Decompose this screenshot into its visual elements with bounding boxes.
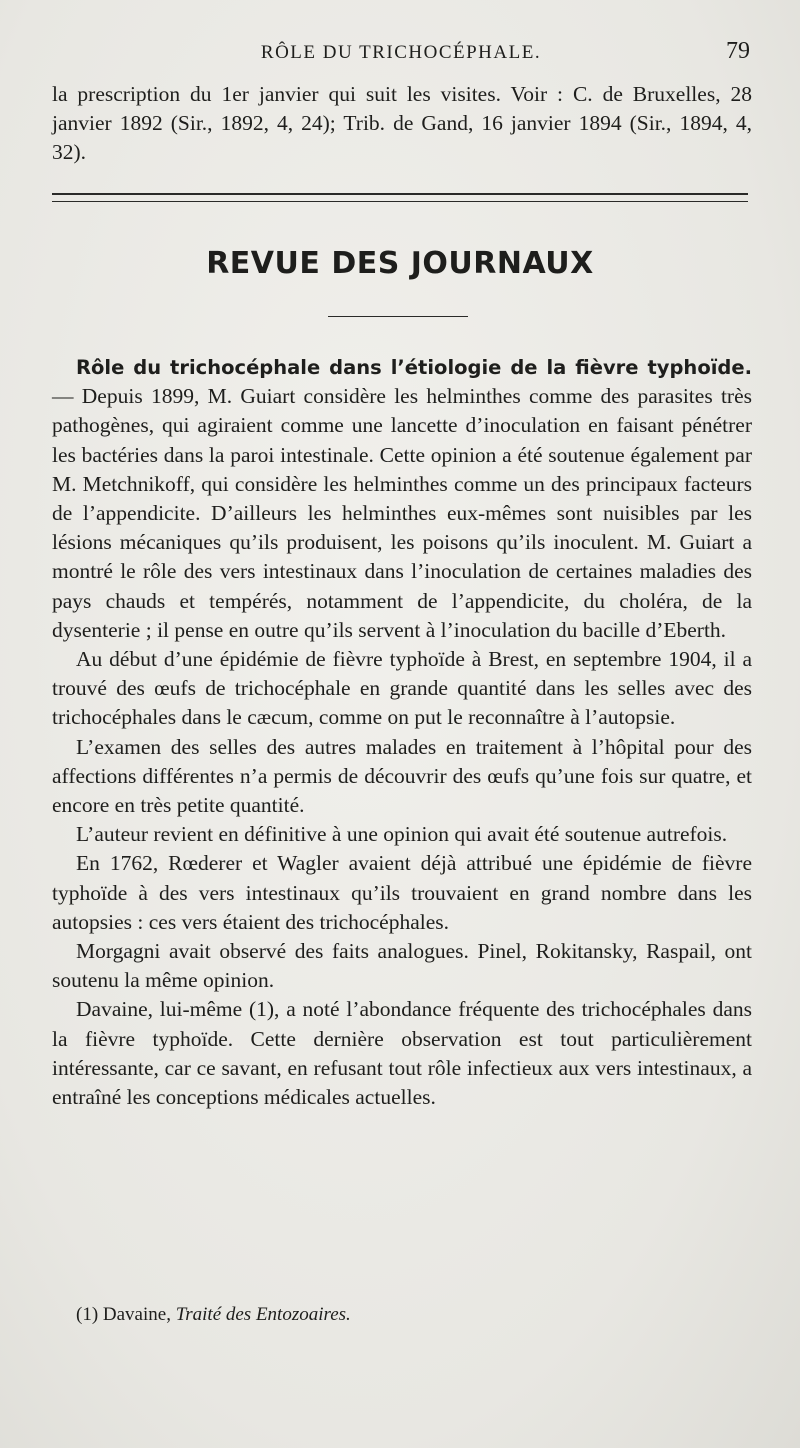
article-paragraph-1: — Depuis 1899, M. Guiart considère les helminthes comme des parasites très pathogènes, qui agiraient comme une lancette d’inoculation en faisant pénétrer les bactéries dans la paroi intestinale. Cette opinion a été soutenue également par M. Metchnikoff, qui considère les helminthes comme un des principaux facteurs de l’appendicite. D’ailleurs les helminthes eux-mêmes sont nuisibles par les lésions mécaniques qu’ils produisent, les poisons qu’ils inoculent. M. Guiart a montré le rôle des vers intestinaux dans l’inoculation de certaines maladies des pays chauds et tempérés, notamment de l’appendicite, du choléra, de la dysenterie ; il pense en outre qu’ils servent à l’inoculation du bacille d’Eberth. [52,384,752,642]
footnote [76,1304,351,1326]
article-title: Rôle du trichocéphale dans l’étiologie de la fièvre typhoïde. [76,356,752,379]
title-underline [328,316,468,317]
carryover-paragraph [52,80,752,168]
page-number: 79 [726,38,750,64]
running-head [52,40,750,70]
article-paragraph-4: L’auteur revient en définitive à une opinion qui avait été soutenue autrefois. [76,822,728,847]
section-divider-thin [52,201,748,202]
article-paragraph-3: L’examen des selles des autres malades en traitement à l’hôpital pour des affections différentes n’a permis de découvrir des œufs qu’une fois sur quatre, et encore en très petite quantité. [52,734,752,818]
footnote-work-title: Traité des Entozoaires. [175,1304,351,1325]
article-body [52,353,752,1112]
section-title: REVUE DES JOURNAUX [206,246,594,281]
article-paragraph-2: Au début d’une épidémie de fièvre typhoïde à Brest, en septembre 1904, il a trouvé des œufs de trichocéphale en grande quantité dans les selles avec des trichocéphales dans le cæcum, comme on put le reconnaître à l’autopsie. [52,647,752,730]
carryover-text: la prescription du 1er janvier qui suit les visites. Voir : C. de Bruxelles, 28 janvier 1892 (Sir., 1892, 4, 24); Trib. de Gand, 16 janvier 1894 (Sir., 1894, 4, 32). [52,82,752,165]
article-paragraph-7: Davaine, lui-même (1), a noté l’abondance fréquente des trichocéphales dans la fièvre typhoïde. Cette dernière observation est tout particulièrement intéressante, car ce savant, en refusant tout rôle infectieux aux vers intestinaux, a entraîné les conceptions médicales actuelles. [52,997,752,1110]
running-title: RÔLE DU TRICHOCÉPHALE. [260,42,542,63]
footnote-marker: (1) Davaine, [76,1304,171,1325]
article-paragraph-5: En 1762, Rœderer et Wagler avaient déjà attribué une épidémie de fièvre typhoïde à des vers intestinaux qu’ils trouvaient en grand nombre dans les autopsies : ces vers étaient des trichocéphales. [52,851,752,934]
section-divider-thick [52,193,748,195]
article-paragraph-6: Morgagni avait observé des faits analogues. Pinel, Rokitansky, Raspail, ont soutenu la même opinion. [52,939,752,993]
article-first-paragraph [52,353,752,645]
